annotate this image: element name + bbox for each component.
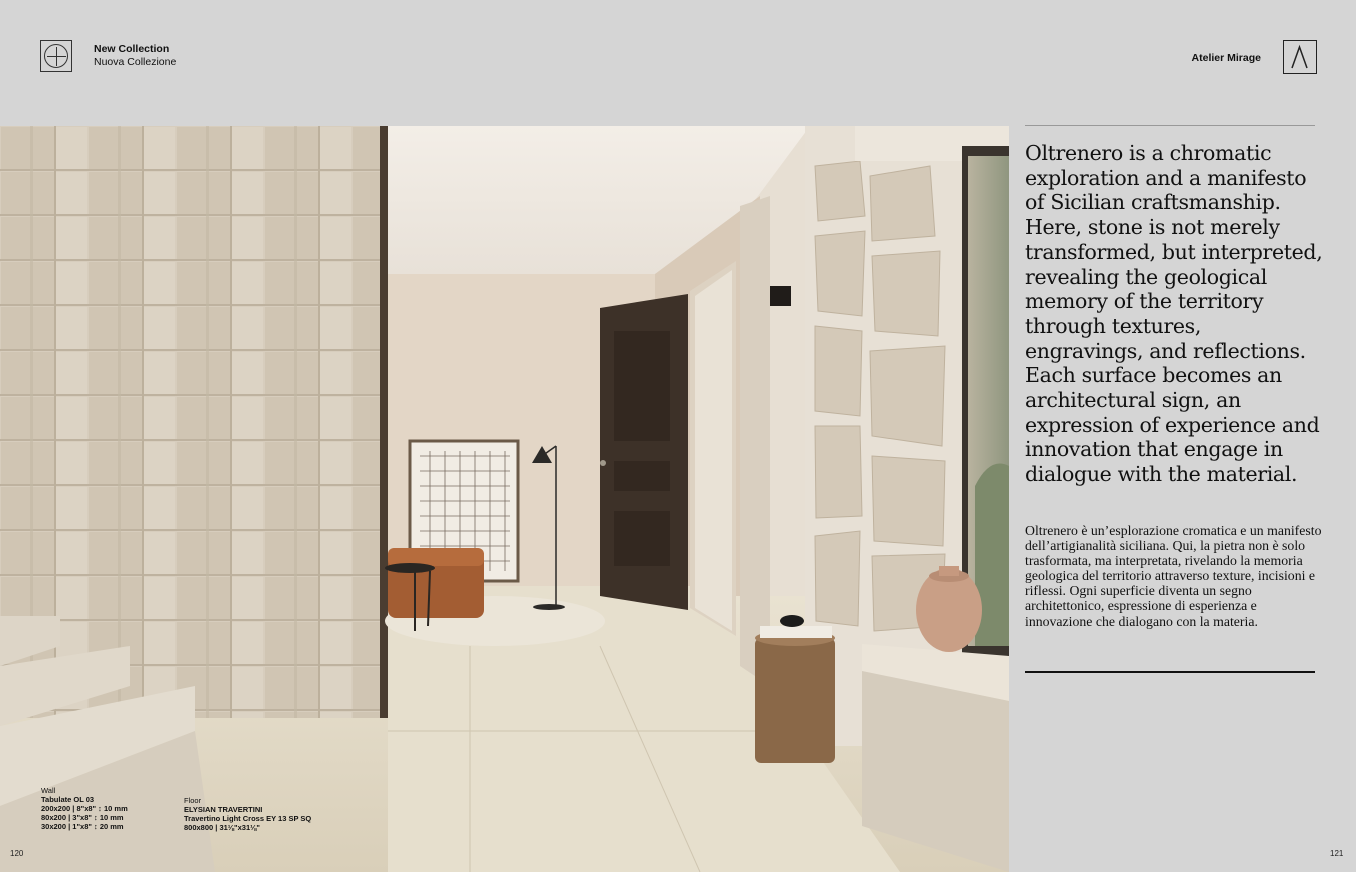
floor-series: ELYSIAN TRAVERTINI xyxy=(184,805,263,814)
floor-product: Travertino Light Cross EY 13 SP SQ xyxy=(184,814,312,823)
page-number-left: 120 xyxy=(10,849,24,858)
floor-caption xyxy=(184,796,311,832)
italian-description: Oltrenero è un’esplorazione cromatica e un manifesto dell’artigianalità siciliana. Qui, la pietra non è solo trasformata, ma interpretata, rivelando la memoria geologica del territorio attraverso texture, incisioni e riflessi. Ogni superficie diventa un segno architettonico, espressione di esperienza e innovazione che dialogano con la materia. xyxy=(1025,523,1322,629)
wall-product: Tabulate OL 03 xyxy=(41,795,95,804)
wall-caption xyxy=(41,786,128,831)
atelier-mirage-logo-icon xyxy=(1283,40,1317,74)
bottom-divider xyxy=(1025,671,1315,673)
collection-header xyxy=(40,40,176,72)
floor-label: Floor xyxy=(184,796,202,805)
wall-size-3: 30x200 | 1"x8" ↕ 20 mm xyxy=(41,822,124,831)
wall-size-1: 200x200 | 8"x8" ↕ 10 mm xyxy=(41,804,128,813)
english-description: Oltrenero is a chromatic exploration and a manifesto of Sicilian craftsmanship. Here, stone is not merely transformed, but interpreted, revealing the geological memory of the territory through textures, engravings, and reflections. Each surface becomes an architectural sign, an expression of experience and innovation that engage in dialogue with the material. xyxy=(1025,141,1323,487)
floor-size: 800x800 | 31⅛"x31⅛" xyxy=(184,823,260,832)
brand-name: Atelier Mirage xyxy=(1191,52,1261,64)
collection-title-en: New Collection xyxy=(94,43,170,55)
wall-size-2: 80x200 | 3"x8" ↕ 10 mm xyxy=(41,813,124,822)
top-divider xyxy=(1025,125,1315,126)
collection-title-it: Nuova Collezione xyxy=(94,56,177,68)
page-number-right: 121 xyxy=(1330,849,1344,858)
wall-label: Wall xyxy=(41,786,56,795)
collection-title xyxy=(94,43,176,69)
interior-photo xyxy=(0,126,1009,872)
plus-circle-icon xyxy=(40,40,72,72)
